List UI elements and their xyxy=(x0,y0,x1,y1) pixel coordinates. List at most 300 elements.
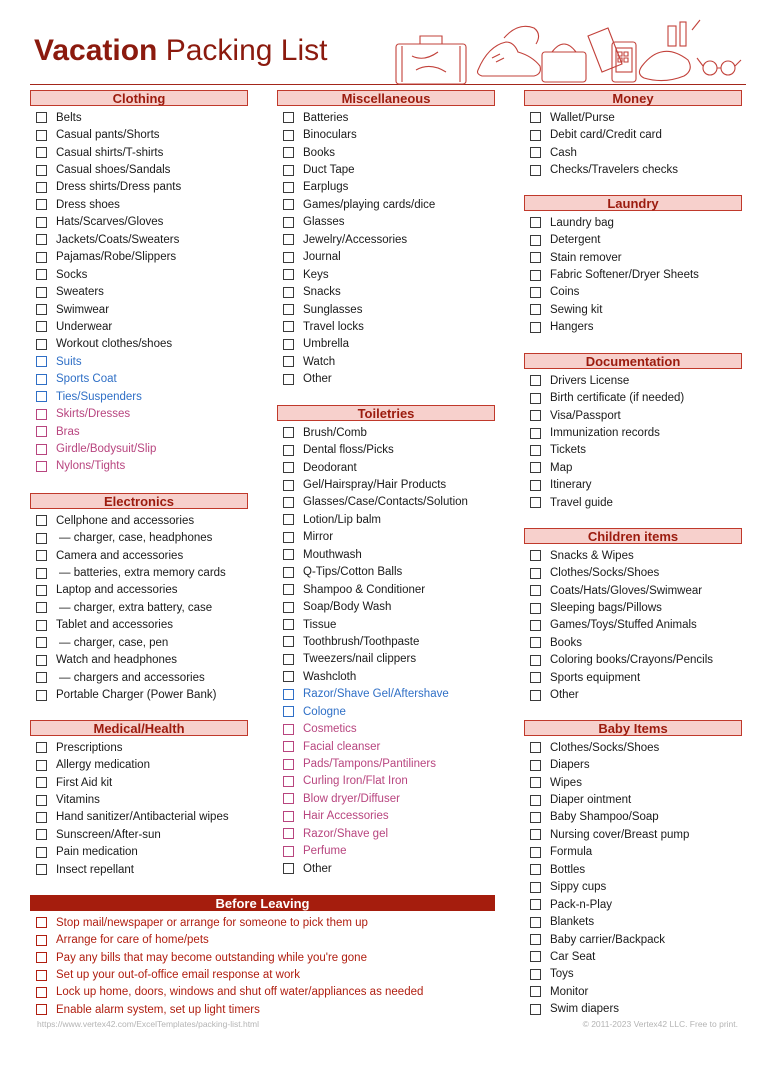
checkbox[interactable] xyxy=(530,304,541,315)
item-label: Detergent xyxy=(550,234,601,247)
checkbox[interactable] xyxy=(36,864,47,875)
item-label: Laundry bag xyxy=(550,216,614,229)
item-label: Sewing kit xyxy=(550,303,603,316)
laundry-section xyxy=(524,195,742,336)
item-label: — batteries, extra memory cards xyxy=(59,567,226,580)
checklist-item xyxy=(277,564,495,581)
checkbox[interactable] xyxy=(36,987,47,998)
checklist-item xyxy=(277,266,495,283)
checkbox[interactable] xyxy=(36,690,47,701)
checkbox[interactable] xyxy=(530,951,541,962)
checkbox[interactable] xyxy=(530,777,541,788)
checkbox[interactable] xyxy=(36,444,47,455)
item-label: Debit card/Credit card xyxy=(550,129,662,142)
checklist-item xyxy=(30,547,248,564)
checkbox[interactable] xyxy=(36,550,47,561)
checkbox[interactable] xyxy=(36,602,47,613)
checkbox[interactable] xyxy=(36,795,47,806)
checkbox[interactable] xyxy=(36,935,47,946)
checkbox[interactable] xyxy=(36,182,47,193)
checkbox[interactable] xyxy=(36,533,47,544)
checklist-item xyxy=(30,405,248,422)
checklist-item xyxy=(524,126,742,143)
checkbox[interactable] xyxy=(36,760,47,771)
checklist-item xyxy=(277,860,495,877)
checklist-item xyxy=(524,547,742,564)
checklist-item xyxy=(524,913,742,930)
checklist-item xyxy=(524,442,742,459)
checkbox[interactable] xyxy=(283,462,294,473)
checkbox[interactable] xyxy=(530,568,541,579)
checklist-item xyxy=(30,652,248,669)
checkbox[interactable] xyxy=(36,147,47,158)
item-label: Toys xyxy=(550,968,574,981)
checkbox[interactable] xyxy=(530,130,541,141)
item-label: Pack-n-Play xyxy=(550,898,612,911)
medical-section-header: Medical/Health xyxy=(30,720,248,736)
checkbox[interactable] xyxy=(530,655,541,666)
item-label: — chargers and accessories xyxy=(59,671,205,684)
item-label: Dress shoes xyxy=(56,198,120,211)
checkbox[interactable] xyxy=(283,811,294,822)
checkbox[interactable] xyxy=(530,934,541,945)
checkbox[interactable] xyxy=(283,445,294,456)
checklist-item xyxy=(277,651,495,668)
item-label: Sports Coat xyxy=(56,373,117,386)
checkbox[interactable] xyxy=(283,165,294,176)
checklist-item xyxy=(277,301,495,318)
before-leaving-section xyxy=(30,895,495,1019)
item-label: Facial cleanser xyxy=(303,740,381,753)
checkbox[interactable] xyxy=(283,514,294,525)
checklist-item xyxy=(30,617,248,634)
checklist-item xyxy=(524,774,742,791)
checklist-item xyxy=(524,564,742,581)
checklist-item xyxy=(524,809,742,826)
checkbox[interactable] xyxy=(530,147,541,158)
item-label: Stain remover xyxy=(550,251,622,264)
item-label: Laptop and accessories xyxy=(56,584,178,597)
item-label: Car Seat xyxy=(550,950,596,963)
item-label: Sleeping bags/Pillows xyxy=(550,602,662,615)
checkbox[interactable] xyxy=(530,252,541,263)
checkbox[interactable] xyxy=(36,130,47,141)
item-label: Nursing cover/Breast pump xyxy=(550,828,690,841)
item-label: Jackets/Coats/Sweaters xyxy=(56,233,180,246)
item-label: Baby Shampoo/Soap xyxy=(550,811,659,824)
checkbox[interactable] xyxy=(530,812,541,823)
checklist-item xyxy=(524,948,742,965)
checkbox[interactable] xyxy=(283,147,294,158)
checklist-item xyxy=(30,388,248,405)
checkbox[interactable] xyxy=(283,321,294,332)
checkbox[interactable] xyxy=(36,374,47,385)
checkbox[interactable] xyxy=(283,234,294,245)
checkbox[interactable] xyxy=(530,393,541,404)
checkbox[interactable] xyxy=(36,829,47,840)
checklist-item xyxy=(30,844,248,861)
suitcase-icon xyxy=(396,36,466,84)
checkbox[interactable] xyxy=(283,776,294,787)
checkbox[interactable] xyxy=(36,321,47,332)
item-label: Swimwear xyxy=(56,303,110,316)
checkbox[interactable] xyxy=(283,828,294,839)
checkbox[interactable] xyxy=(283,619,294,630)
travel-items-illustration xyxy=(392,16,744,86)
checklist-item xyxy=(30,756,248,773)
checklist-item xyxy=(524,791,742,808)
checkbox[interactable] xyxy=(530,497,541,508)
checkbox[interactable] xyxy=(36,812,47,823)
checkbox[interactable] xyxy=(36,847,47,858)
checkbox[interactable] xyxy=(36,339,47,350)
checkbox[interactable] xyxy=(283,863,294,874)
miscellaneous-section xyxy=(277,90,495,388)
checkbox[interactable] xyxy=(283,356,294,367)
clothing-section xyxy=(30,90,248,475)
money-section xyxy=(524,90,742,179)
checkbox[interactable] xyxy=(283,741,294,752)
item-label: Mirror xyxy=(303,531,334,544)
checklist-item xyxy=(524,301,742,318)
checkbox[interactable] xyxy=(283,671,294,682)
item-label: Razor/Shave gel xyxy=(303,827,389,840)
checkbox[interactable] xyxy=(530,480,541,491)
checkbox[interactable] xyxy=(530,690,541,701)
item-label: Snacks xyxy=(303,286,341,299)
checkbox[interactable] xyxy=(283,636,294,647)
checkbox[interactable] xyxy=(530,462,541,473)
checkbox[interactable] xyxy=(283,427,294,438)
item-label: Razor/Shave Gel/Aftershave xyxy=(303,688,449,701)
item-label: Girdle/Bodysuit/Slip xyxy=(56,443,157,456)
checklist-item xyxy=(277,529,495,546)
checkbox[interactable] xyxy=(530,829,541,840)
checklist-item xyxy=(524,826,742,843)
checkbox[interactable] xyxy=(36,970,47,981)
checklist-item xyxy=(277,616,495,633)
item-label: Itinerary xyxy=(550,479,592,492)
checkbox[interactable] xyxy=(530,445,541,456)
checkbox[interactable] xyxy=(283,287,294,298)
checklist-item xyxy=(30,809,248,826)
item-label: Map xyxy=(550,461,573,474)
checklist-item xyxy=(30,371,248,388)
checkbox[interactable] xyxy=(283,252,294,263)
checklist-item xyxy=(277,686,495,703)
checkbox[interactable] xyxy=(283,759,294,770)
checkbox[interactable] xyxy=(36,655,47,666)
checkbox[interactable] xyxy=(36,304,47,315)
checkbox[interactable] xyxy=(36,356,47,367)
checkbox[interactable] xyxy=(530,672,541,683)
checkbox[interactable] xyxy=(530,969,541,980)
item-label: Shampoo & Conditioner xyxy=(303,583,426,596)
checkbox[interactable] xyxy=(36,165,47,176)
checklist-item xyxy=(277,808,495,825)
checkbox[interactable] xyxy=(283,304,294,315)
checkbox[interactable] xyxy=(36,1004,47,1015)
checkbox[interactable] xyxy=(530,795,541,806)
checkbox[interactable] xyxy=(36,199,47,210)
checklist-item xyxy=(277,825,495,842)
checklist-item xyxy=(524,756,742,773)
checklist-item xyxy=(277,249,495,266)
checkbox[interactable] xyxy=(36,252,47,263)
checklist-item xyxy=(524,372,742,389)
checklist-item xyxy=(30,109,248,126)
checkbox[interactable] xyxy=(36,391,47,402)
checklist-item xyxy=(277,494,495,511)
toiletry-bag-icon xyxy=(639,20,700,81)
checkbox[interactable] xyxy=(283,532,294,543)
checkbox[interactable] xyxy=(530,760,541,771)
checkbox[interactable] xyxy=(530,882,541,893)
checkbox[interactable] xyxy=(36,952,47,963)
checkbox[interactable] xyxy=(36,672,47,683)
checkbox[interactable] xyxy=(530,375,541,386)
baby-section-header: Baby Items xyxy=(524,720,742,736)
checkbox[interactable] xyxy=(283,217,294,228)
item-label: Brush/Comb xyxy=(303,426,367,439)
item-label: Casual shoes/Sandals xyxy=(56,164,171,177)
checkbox[interactable] xyxy=(530,165,541,176)
sunglasses-icon xyxy=(697,58,741,75)
checkbox[interactable] xyxy=(283,182,294,193)
checkbox[interactable] xyxy=(283,689,294,700)
checkbox[interactable] xyxy=(530,550,541,561)
checkbox[interactable] xyxy=(283,549,294,560)
checkbox[interactable] xyxy=(530,620,541,631)
checkbox[interactable] xyxy=(36,620,47,631)
checklist-item xyxy=(277,738,495,755)
checkbox[interactable] xyxy=(283,112,294,123)
checkbox[interactable] xyxy=(36,426,47,437)
checklist-item xyxy=(524,144,742,161)
checkbox[interactable] xyxy=(36,637,47,648)
item-label: Portable Charger (Power Bank) xyxy=(56,689,217,702)
checkbox[interactable] xyxy=(530,986,541,997)
checklist-item xyxy=(277,459,495,476)
checkbox[interactable] xyxy=(36,568,47,579)
checkbox[interactable] xyxy=(36,742,47,753)
checkbox[interactable] xyxy=(36,269,47,280)
checkbox[interactable] xyxy=(36,234,47,245)
item-label: Immunization records xyxy=(550,427,660,440)
checklist-item xyxy=(30,791,248,808)
checklist-item xyxy=(30,826,248,843)
item-label: — charger, case, headphones xyxy=(59,532,213,545)
sneaker-icon xyxy=(478,26,541,76)
item-label: Q-Tips/Cotton Balls xyxy=(303,566,403,579)
item-label: Tickets xyxy=(550,444,586,457)
page-title: Vacation Packing List xyxy=(34,34,328,67)
item-label: Prescriptions xyxy=(56,741,123,754)
checklist-item xyxy=(524,844,742,861)
checkbox[interactable] xyxy=(530,742,541,753)
checkbox[interactable] xyxy=(530,217,541,228)
footer-copyright: © 2011-2023 Vertex42 LLC. Free to print. xyxy=(582,1019,738,1029)
checkbox[interactable] xyxy=(283,602,294,613)
checklist-item xyxy=(277,283,495,300)
checklist-item xyxy=(30,739,248,756)
checklist-item xyxy=(277,790,495,807)
checklist-item xyxy=(30,161,248,178)
checkbox[interactable] xyxy=(36,287,47,298)
checklist-item xyxy=(30,301,248,318)
checkbox[interactable] xyxy=(283,654,294,665)
item-label: Lotion/Lip balm xyxy=(303,513,381,526)
checkbox[interactable] xyxy=(283,567,294,578)
checklist-item xyxy=(277,581,495,598)
checkbox[interactable] xyxy=(283,374,294,385)
item-label: Keys xyxy=(303,268,329,281)
item-label: Gel/Hairspray/Hair Products xyxy=(303,479,447,492)
item-label: Duct Tape xyxy=(303,164,355,177)
checkbox[interactable] xyxy=(36,585,47,596)
electronics-section-header: Electronics xyxy=(30,493,248,509)
item-label: Glasses xyxy=(303,216,345,229)
checkbox[interactable] xyxy=(530,322,541,333)
checkbox[interactable] xyxy=(283,130,294,141)
clothing-section-header: Clothing xyxy=(30,90,248,106)
item-label: Blankets xyxy=(550,916,595,929)
item-label: Visa/Passport xyxy=(550,409,621,422)
checklist-item xyxy=(277,843,495,860)
item-label: Tissue xyxy=(303,618,337,631)
checkbox[interactable] xyxy=(36,217,47,228)
checkbox[interactable] xyxy=(283,269,294,280)
item-label: Formula xyxy=(550,846,593,859)
checkbox[interactable] xyxy=(36,461,47,472)
checklist-item xyxy=(277,720,495,737)
item-label: Games/Toys/Stuffed Animals xyxy=(550,619,697,632)
checklist-item xyxy=(30,336,248,353)
item-label: Camera and accessories xyxy=(56,549,184,562)
checklist-item xyxy=(524,669,742,686)
item-label: Ties/Suspenders xyxy=(56,390,142,403)
laundry-section-header: Laundry xyxy=(524,195,742,211)
checkbox[interactable] xyxy=(530,917,541,928)
item-label: Hand sanitizer/Antibacterial wipes xyxy=(56,811,229,824)
checklist-item xyxy=(524,214,742,231)
checkbox[interactable] xyxy=(530,847,541,858)
item-label: Arrange for care of home/pets xyxy=(56,934,209,947)
misc-section-header: Miscellaneous xyxy=(277,90,495,106)
checklist-item xyxy=(524,582,742,599)
checklist-item xyxy=(30,599,248,616)
checklist-item xyxy=(524,599,742,616)
item-label: Tablet and accessories xyxy=(56,619,173,632)
checklist-item xyxy=(30,318,248,335)
checkbox[interactable] xyxy=(36,515,47,526)
item-label: Cosmetics xyxy=(303,723,357,736)
item-label: Snacks & Wipes xyxy=(550,549,634,562)
item-label: — charger, extra battery, case xyxy=(59,601,213,614)
checklist-item xyxy=(524,284,742,301)
item-label: Batteries xyxy=(303,111,349,124)
item-label: Vitamins xyxy=(56,794,100,807)
phone-icon xyxy=(612,42,636,82)
checkbox[interactable] xyxy=(36,112,47,123)
checkbox[interactable] xyxy=(283,724,294,735)
item-label: Toothbrush/Toothpaste xyxy=(303,635,420,648)
item-label: First Aid kit xyxy=(56,776,113,789)
checklist-item xyxy=(277,703,495,720)
item-label: Other xyxy=(303,862,332,875)
checkbox[interactable] xyxy=(283,846,294,857)
checkbox[interactable] xyxy=(530,428,541,439)
checkbox[interactable] xyxy=(530,585,541,596)
item-label: Watch and headphones xyxy=(56,654,178,667)
checkbox[interactable] xyxy=(530,112,541,123)
item-label: Socks xyxy=(56,268,88,281)
checkbox[interactable] xyxy=(283,793,294,804)
item-label: Hangers xyxy=(550,321,594,334)
item-label: Coats/Hats/Gloves/Swimwear xyxy=(550,584,703,597)
before-section-header: Before Leaving xyxy=(30,895,495,911)
item-label: Suits xyxy=(56,355,82,368)
checklist-item xyxy=(524,896,742,913)
item-label: Clothes/Socks/Shoes xyxy=(550,567,660,580)
checkbox[interactable] xyxy=(283,480,294,491)
item-label: Baby carrier/Backpack xyxy=(550,933,666,946)
checkbox[interactable] xyxy=(530,899,541,910)
item-label: Dental floss/Picks xyxy=(303,444,394,457)
item-label: Mouthwash xyxy=(303,548,362,561)
item-label: Allergy medication xyxy=(56,759,150,772)
item-label: Hats/Scarves/Gloves xyxy=(56,216,164,229)
item-label: Coins xyxy=(550,286,580,299)
checkbox[interactable] xyxy=(36,409,47,420)
item-label: Pads/Tampons/Pantiliners xyxy=(303,758,436,771)
item-label: Dress shirts/Dress pants xyxy=(56,181,182,194)
checkbox[interactable] xyxy=(283,584,294,595)
checklist-item xyxy=(30,458,248,475)
checkbox[interactable] xyxy=(530,287,541,298)
item-label: Other xyxy=(550,689,579,702)
checkbox[interactable] xyxy=(530,603,541,614)
item-label: Swim diapers xyxy=(550,1003,620,1016)
checklist-item xyxy=(30,669,248,686)
checklist-item xyxy=(277,196,495,213)
item-label: Books xyxy=(550,636,582,649)
checkbox[interactable] xyxy=(530,864,541,875)
checklist-item xyxy=(524,634,742,651)
checklist-item xyxy=(277,371,495,388)
checklist-item xyxy=(30,440,248,457)
item-label: Set up your out-of-office email response at work xyxy=(56,969,300,982)
checklist-item xyxy=(30,582,248,599)
checkbox[interactable] xyxy=(36,777,47,788)
checkbox[interactable] xyxy=(283,339,294,350)
checkbox[interactable] xyxy=(283,497,294,508)
checklist-item xyxy=(524,266,742,283)
checkbox[interactable] xyxy=(530,1004,541,1015)
checkbox[interactable] xyxy=(530,410,541,421)
checkbox[interactable] xyxy=(530,637,541,648)
checklist-item xyxy=(524,1001,742,1018)
item-label: — charger, case, pen xyxy=(59,636,169,649)
checklist-item xyxy=(524,861,742,878)
item-label: Perfume xyxy=(303,845,347,858)
checkbox[interactable] xyxy=(530,235,541,246)
checklist-item xyxy=(30,144,248,161)
checkbox[interactable] xyxy=(283,706,294,717)
checkbox[interactable] xyxy=(36,917,47,928)
checkbox[interactable] xyxy=(530,270,541,281)
checkbox[interactable] xyxy=(283,199,294,210)
